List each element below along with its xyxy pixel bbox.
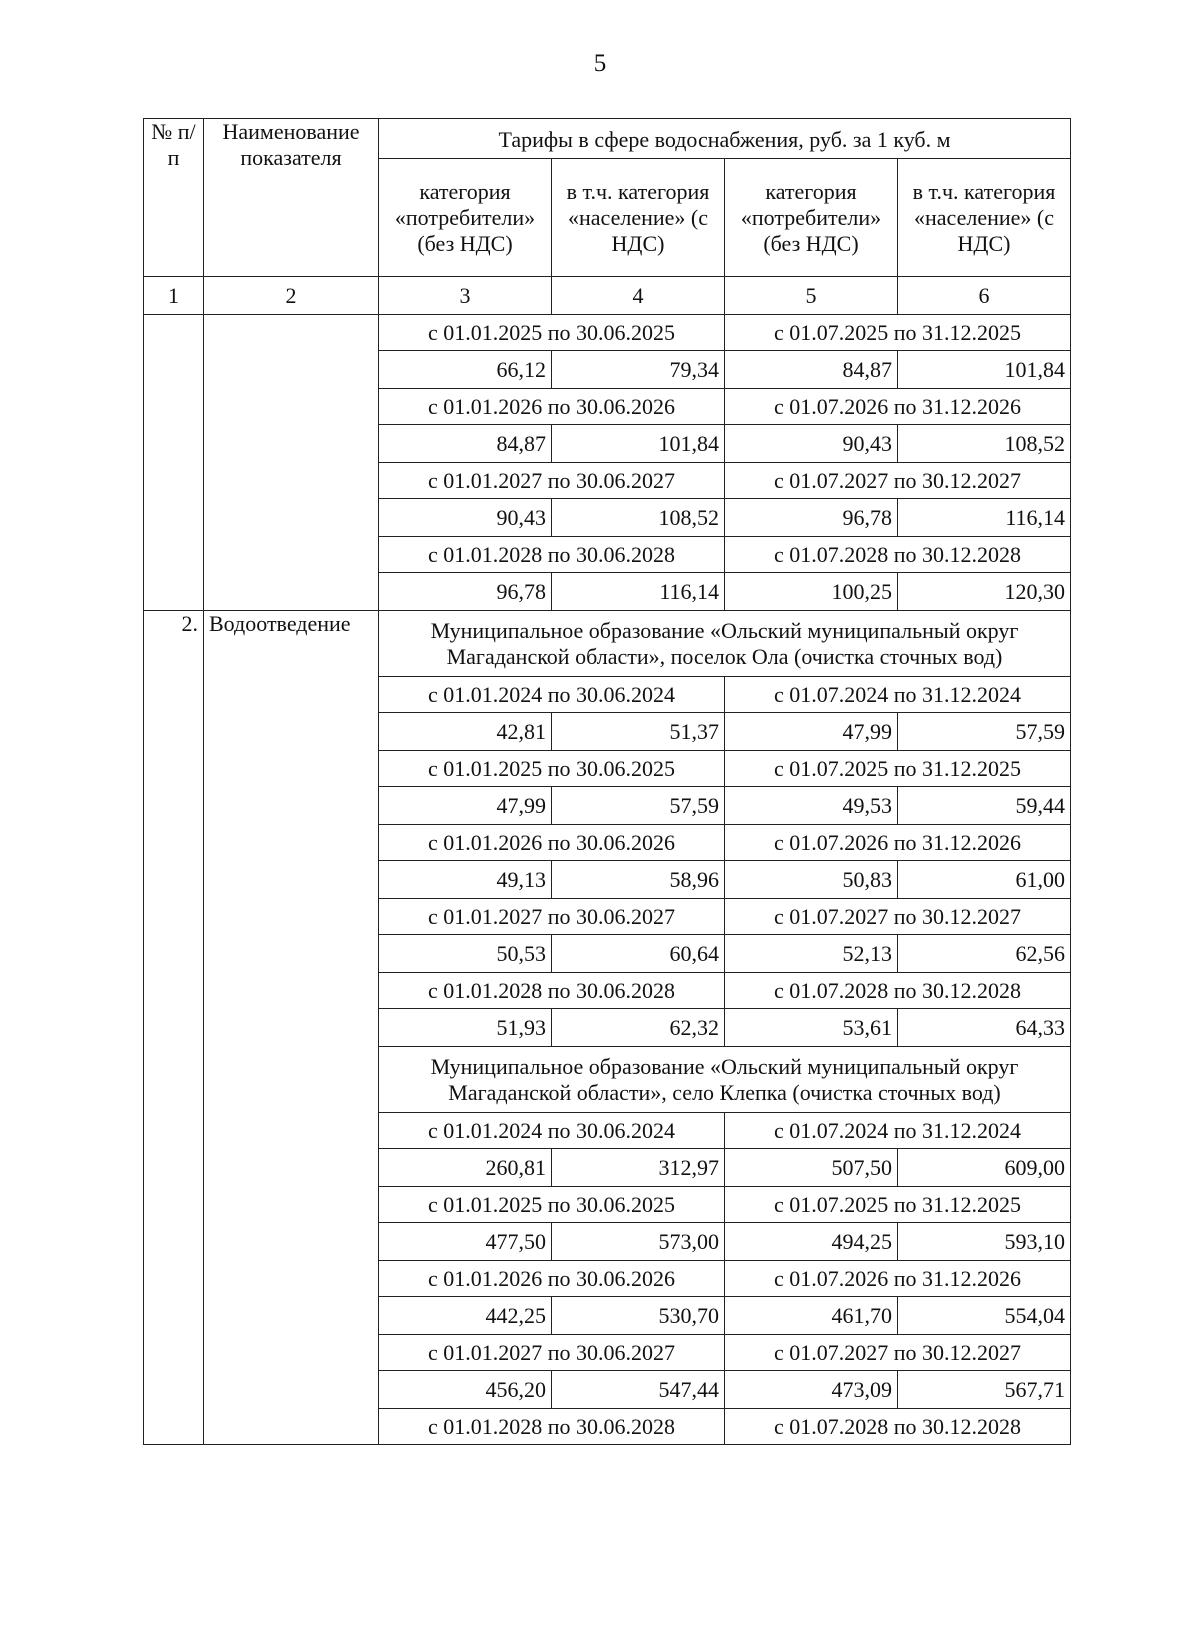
tariffs-table (143, 118, 1071, 1445)
tariff-value: 58,96 (552, 861, 725, 899)
tariff-value: 51,37 (552, 713, 725, 751)
tariff-value: 59,44 (898, 787, 1071, 825)
tariff-value: 100,25 (725, 573, 898, 611)
period-label: с 01.01.2028 по 30.06.2028 (379, 537, 725, 573)
name-cell-empty (204, 315, 379, 611)
column-number: 4 (552, 277, 725, 315)
tariff-value: 53,61 (725, 1009, 898, 1047)
period-label: с 01.01.2025 по 30.06.2025 (379, 315, 725, 351)
period-label: с 01.01.2028 по 30.06.2028 (379, 1409, 725, 1445)
tariff-value: 84,87 (725, 351, 898, 389)
tariff-value: 494,25 (725, 1223, 898, 1261)
column-number: 5 (725, 277, 898, 315)
period-label: с 01.01.2026 по 30.06.2026 (379, 825, 725, 861)
period-label: с 01.01.2026 по 30.06.2026 (379, 389, 725, 425)
tariff-value: 260,81 (379, 1149, 552, 1187)
header-row (144, 119, 1071, 159)
period-label: с 01.07.2028 по 30.12.2028 (725, 1409, 1071, 1445)
period-label: с 01.01.2028 по 30.06.2028 (379, 973, 725, 1009)
municipality-title: Муниципальное образование «Ольский муниципальный округ Магаданской области», село Клепка (очистка сточных вод) (379, 1047, 1071, 1113)
tariff-value: 473,09 (725, 1371, 898, 1409)
tariff-value: 507,50 (725, 1149, 898, 1187)
tariff-value: 51,93 (379, 1009, 552, 1047)
tariff-value: 50,53 (379, 935, 552, 973)
tariff-value: 90,43 (725, 425, 898, 463)
period-label: с 01.01.2024 по 30.06.2024 (379, 1113, 725, 1149)
period-label: с 01.07.2026 по 31.12.2026 (725, 1261, 1071, 1297)
tariff-value: 79,34 (552, 351, 725, 389)
period-row (144, 315, 1071, 351)
period-label: с 01.07.2027 по 30.12.2027 (725, 1335, 1071, 1371)
tariff-value: 101,84 (898, 351, 1071, 389)
period-label: с 01.07.2026 по 31.12.2026 (725, 389, 1071, 425)
column-number: 1 (144, 277, 204, 315)
period-label: с 01.01.2025 по 30.06.2025 (379, 1187, 725, 1223)
tariff-value: 61,00 (898, 861, 1071, 899)
municipality-title: Муниципальное образование «Ольский муниципальный округ Магаданской области», поселок Ола (очистка сточных вод) (379, 611, 1071, 677)
period-label: с 01.07.2025 по 31.12.2025 (725, 751, 1071, 787)
period-label: с 01.07.2027 по 30.12.2027 (725, 899, 1071, 935)
header-col5: категория «потребители» (без НДС) (725, 159, 898, 277)
period-label: с 01.01.2026 по 30.06.2026 (379, 1261, 725, 1297)
column-number: 6 (898, 277, 1071, 315)
tariff-value: 593,10 (898, 1223, 1071, 1261)
tariff-value: 57,59 (552, 787, 725, 825)
header-col4: в т.ч. категория «население» (с НДС) (552, 159, 725, 277)
tariff-value: 84,87 (379, 425, 552, 463)
header-tariffs-title: Тарифы в сфере водоснабжения, руб. за 1 куб. м (379, 119, 1071, 159)
tariff-value: 312,97 (552, 1149, 725, 1187)
period-label: с 01.01.2024 по 30.06.2024 (379, 677, 725, 713)
tariff-value: 554,04 (898, 1297, 1071, 1335)
period-label: с 01.01.2027 по 30.06.2027 (379, 1335, 725, 1371)
tariff-value: 49,53 (725, 787, 898, 825)
tariff-value: 52,13 (725, 935, 898, 973)
tariff-value: 120,30 (898, 573, 1071, 611)
tariff-value: 456,20 (379, 1371, 552, 1409)
column-number: 2 (204, 277, 379, 315)
period-label: с 01.01.2025 по 30.06.2025 (379, 751, 725, 787)
period-label: с 01.07.2026 по 31.12.2026 (725, 825, 1071, 861)
tariff-value: 49,13 (379, 861, 552, 899)
tariff-value: 442,25 (379, 1297, 552, 1335)
tariff-value: 116,14 (898, 499, 1071, 537)
tariff-value: 62,56 (898, 935, 1071, 973)
row-name: Водоотведение (204, 611, 379, 1445)
tariff-value: 60,64 (552, 935, 725, 973)
tariff-value: 461,70 (725, 1297, 898, 1335)
header-num: № п/п (144, 119, 204, 277)
period-label: с 01.07.2024 по 31.12.2024 (725, 677, 1071, 713)
tariff-value: 530,70 (552, 1297, 725, 1335)
period-label: с 01.07.2025 по 31.12.2025 (725, 1187, 1071, 1223)
period-label: с 01.01.2027 по 30.06.2027 (379, 899, 725, 935)
tariff-value: 477,50 (379, 1223, 552, 1261)
tariff-value: 547,44 (552, 1371, 725, 1409)
column-number: 3 (379, 277, 552, 315)
tariff-value: 42,81 (379, 713, 552, 751)
tariff-value: 47,99 (379, 787, 552, 825)
tariff-value: 62,32 (552, 1009, 725, 1047)
tariff-value: 47,99 (725, 713, 898, 751)
tariff-value: 573,00 (552, 1223, 725, 1261)
tariff-value: 64,33 (898, 1009, 1071, 1047)
index-cell-empty (144, 315, 204, 611)
page-number: 5 (593, 50, 607, 77)
period-label: с 01.07.2027 по 30.12.2027 (725, 463, 1071, 499)
tariff-value: 108,52 (552, 499, 725, 537)
tariff-value: 609,00 (898, 1149, 1071, 1187)
municipality-row (144, 611, 1071, 677)
tariff-value: 57,59 (898, 713, 1071, 751)
tariff-value: 108,52 (898, 425, 1071, 463)
tariff-value: 96,78 (725, 499, 898, 537)
tariff-value: 50,83 (725, 861, 898, 899)
tariff-value: 66,12 (379, 351, 552, 389)
column-numbers-row (144, 277, 1071, 315)
period-label: с 01.07.2028 по 30.12.2028 (725, 973, 1071, 1009)
tariff-value: 96,78 (379, 573, 552, 611)
period-label: с 01.07.2024 по 31.12.2024 (725, 1113, 1071, 1149)
row-index: 2. (144, 611, 204, 1445)
header-name: Наименование показателя (204, 119, 379, 277)
header-col3: категория «потребители» (без НДС) (379, 159, 552, 277)
header-col6: в т.ч. категория «население» (с НДС) (898, 159, 1071, 277)
period-label: с 01.01.2027 по 30.06.2027 (379, 463, 725, 499)
tariff-value: 116,14 (552, 573, 725, 611)
tariff-value: 90,43 (379, 499, 552, 537)
tariff-value: 567,71 (898, 1371, 1071, 1409)
period-label: с 01.07.2028 по 30.12.2028 (725, 537, 1071, 573)
period-label: с 01.07.2025 по 31.12.2025 (725, 315, 1071, 351)
tariff-value: 101,84 (552, 425, 725, 463)
